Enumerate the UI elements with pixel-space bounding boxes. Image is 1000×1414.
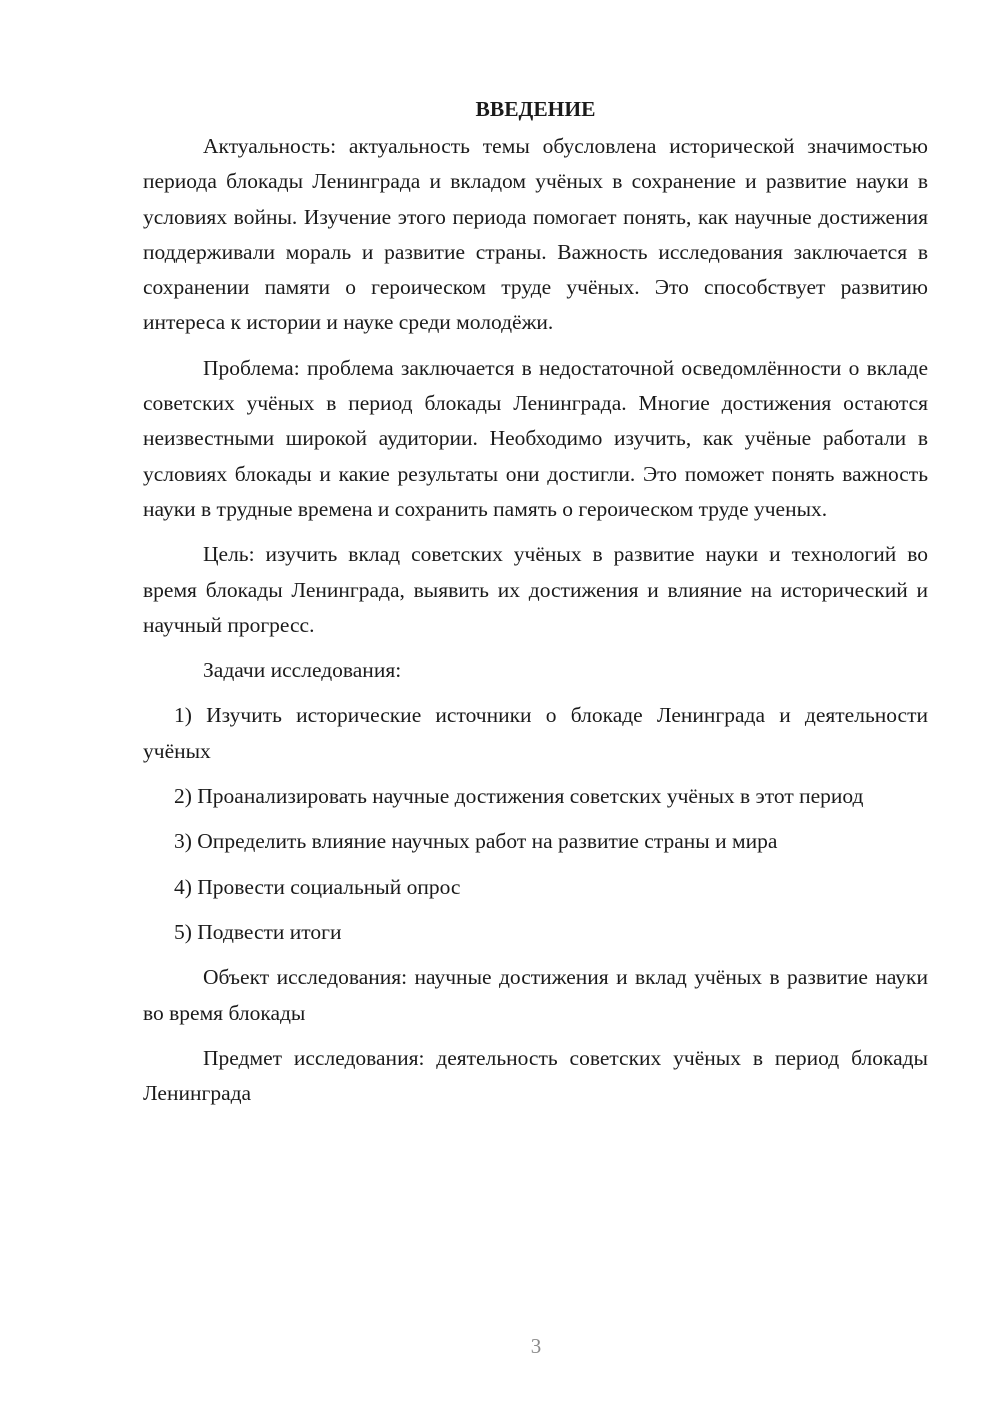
page-number: 3 [530, 1334, 542, 1358]
list-item: 3) Определить влияние научных работ на развитие страны и мира [174, 829, 778, 854]
tasks-list [143, 698, 928, 950]
list-item: 4) Провести социальный опрос [174, 874, 461, 899]
goal-paragraph: Цель: изучить вклад советских учёных в развитие науки и технологий во время блокады Ленинграда, выявить их достижения и влияние на исторический и научный прогресс. [143, 542, 928, 637]
relevance-paragraph: Актуальность: актуальность темы обусловлена исторической значимостью периода блокады Ленинграда и вкладом учёных в сохранение и развитие науки в условиях войны. Изучение этого периода помогает понять, как научные достижения поддерживали мораль и развитие страны. Важность исследования заключается в сохранении памяти о героическом труде учёных. Это способствует развитию интереса к истории и науке среди молодёжи. [143, 134, 928, 335]
problem-paragraph: Проблема: проблема заключается в недостаточной осведомлённости о вкладе советских учёных в период блокады Ленинграда. Многие достижения остаются неизвестными широкой аудитории. Необходимо изучить, как учёные работали в условиях блокады и какие результаты они достигли. Это поможет понять важность науки в трудные времена и сохранить память о героическом труде ученых. [143, 355, 928, 521]
page-title: ВВЕДЕНИЕ [475, 97, 596, 121]
tasks-heading: Задачи исследования: [203, 658, 402, 683]
document-page [143, 92, 928, 1111]
list-item: 5) Подвести итоги [174, 919, 342, 944]
list-item: 1) Изучить исторические источники о блокаде Ленинграда и деятельности учёных [143, 703, 928, 763]
object-paragraph: Объект исследования: научные достижения и вклад учёных в развитие науки во время блокады [143, 965, 928, 1025]
subject-paragraph: Предмет исследования: деятельность советских учёных в период блокады Ленинграда [143, 1045, 928, 1106]
list-item: 2) Проанализировать научные достижения советских учёных в этот период [174, 784, 864, 809]
